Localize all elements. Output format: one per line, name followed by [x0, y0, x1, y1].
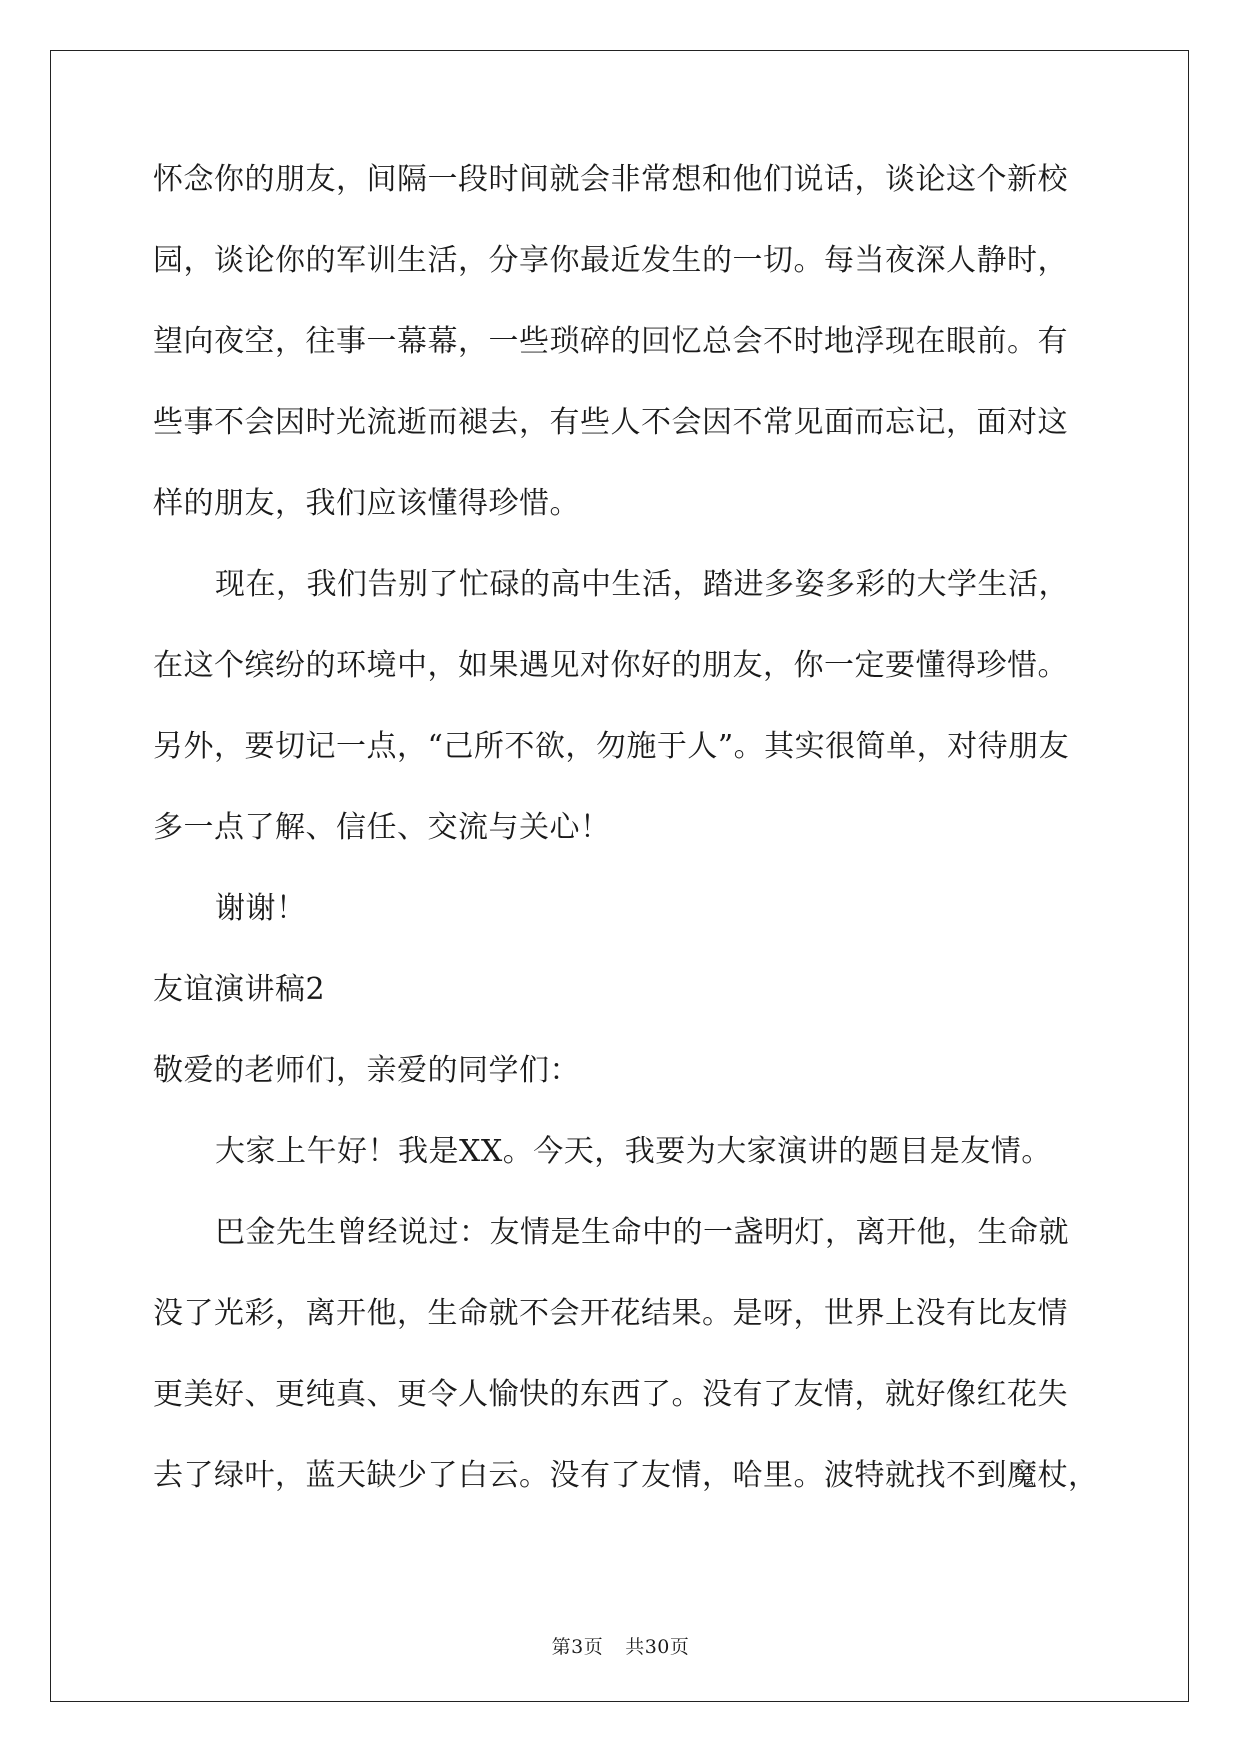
salutation-line: 敬爱的老师们，亲爱的同学们： [153, 1053, 580, 1088]
text-line: 去了绿叶，蓝天缺少了白云。没有了友情，哈里。波特就找不到魔杖， [153, 1458, 1099, 1493]
text-line: 些事不会因时光流逝而褪去，有些人不会因不常见面而忘记，面对这 [153, 405, 1068, 440]
text-line: 更美好、更纯真、更令人愉快的东西了。没有了友情，就好像红花失 [153, 1377, 1068, 1412]
section-heading: 友谊演讲稿2 [153, 972, 326, 1007]
text-line: 没了光彩，离开他，生命就不会开花结果。是呀，世界上没有比友情 [153, 1296, 1068, 1331]
page-footer [0, 1632, 1241, 1659]
paragraph-line: 现在，我们告别了忙碌的高中生活，踏进多姿多彩的大学生活， [215, 567, 1069, 602]
paragraph-line: 巴金先生曾经说过：友情是生命中的一盏明灯，离开他，生命就 [215, 1215, 1069, 1250]
text-line: 样的朋友，我们应该懂得珍惜。 [153, 486, 580, 521]
text-line: 在这个缤纷的环境中，如果遇见对你好的朋友，你一定要懂得珍惜。 [153, 648, 1068, 683]
page-total: 共30页 [625, 1636, 690, 1658]
text-line: 望向夜空，往事一幕幕，一些琐碎的回忆总会不时地浮现在眼前。有 [153, 324, 1068, 359]
text-line: 园，谈论你的军训生活，分享你最近发生的一切。每当夜深人静时， [153, 243, 1068, 278]
page-number: 第3页 [551, 1636, 604, 1658]
closing-line: 谢谢！ [215, 891, 307, 926]
text-line: 另外，要切记一点，“己所不欲，勿施于人”。其实很简单，对待朋友 [153, 729, 1070, 764]
document-body [153, 160, 1099, 1537]
text-line: 多一点了解、信任、交流与关心！ [153, 810, 611, 845]
text-line: 怀念你的朋友，间隔一段时间就会非常想和他们说话，谈论这个新校 [153, 162, 1068, 197]
paragraph-line: 大家上午好！我是XX。今天，我要为大家演讲的题目是友情。 [215, 1134, 1052, 1169]
